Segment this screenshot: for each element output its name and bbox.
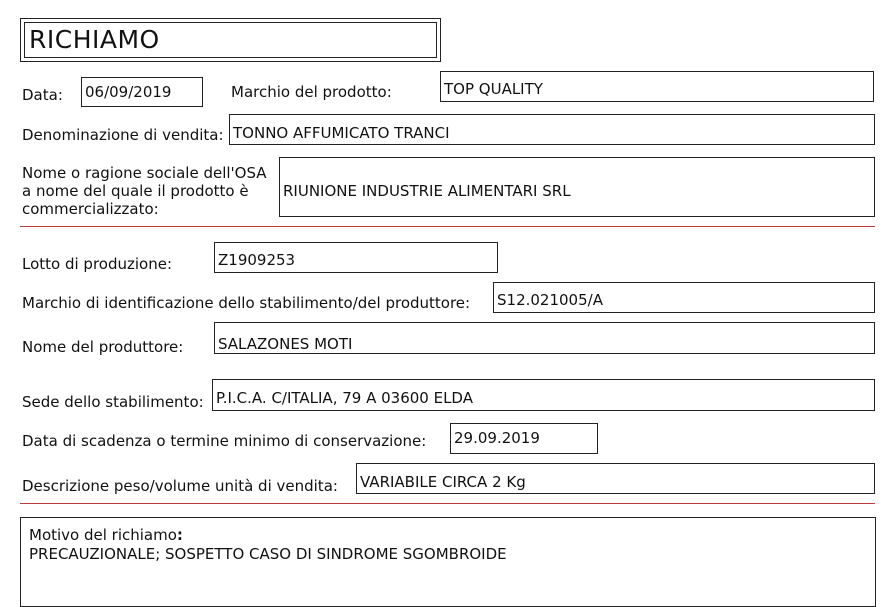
producer-label: Nome del produttore:: [22, 338, 184, 356]
lot-label: Lotto di produzione:: [22, 255, 173, 273]
id-mark-field: S12.021005/A: [493, 282, 875, 313]
expiry-label: Data di scadenza o termine minimo di conservazione:: [22, 432, 427, 450]
section-separator: [20, 503, 875, 504]
recall-reason-label: [29, 526, 867, 545]
weight-label: Descrizione peso/volume unità di vendita:: [22, 477, 338, 495]
plant-address-label: Sede dello stabilimento:: [22, 393, 204, 411]
plant-address-field: P.I.C.A. C/ITALIA, 79 A 03600 ELDA: [212, 379, 875, 411]
recall-reason-text: PRECAUZIONALE; SOSPETTO CASO DI SINDROME SGOMBROIDE: [29, 545, 507, 563]
brand-field: TOP QUALITY: [440, 71, 874, 102]
osa-label-line: Nome o ragione sociale dell'OSA: [22, 164, 267, 182]
osa-label: [22, 164, 267, 218]
lot-field: Z1909253: [214, 242, 498, 273]
date-label: Data:: [22, 86, 63, 104]
section-separator: [20, 226, 875, 227]
sales-name-field: TONNO AFFUMICATO TRANCI: [229, 114, 875, 145]
brand-label: Marchio del prodotto:: [231, 83, 392, 101]
osa-label-line: commercializzato:: [22, 200, 159, 218]
weight-field: VARIABILE CIRCA 2 Kg: [356, 463, 875, 494]
page-title: RICHIAMO: [24, 22, 437, 58]
id-mark-label: Marchio di identificazione dello stabilimento/del produttore:: [22, 294, 471, 312]
date-field: 06/09/2019: [81, 77, 203, 107]
producer-field: SALAZONES MOTI: [214, 322, 875, 354]
osa-field: RIUNIONE INDUSTRIE ALIMENTARI SRL: [279, 157, 875, 217]
recall-reason-label-text: Motivo del richiamo: [29, 526, 177, 544]
recall-reason-colon: :: [176, 526, 183, 544]
sales-name-label: Denominazione di vendita:: [22, 126, 224, 144]
osa-label-line: a nome del quale il prodotto è: [22, 182, 249, 200]
expiry-field: 29.09.2019: [450, 423, 598, 454]
